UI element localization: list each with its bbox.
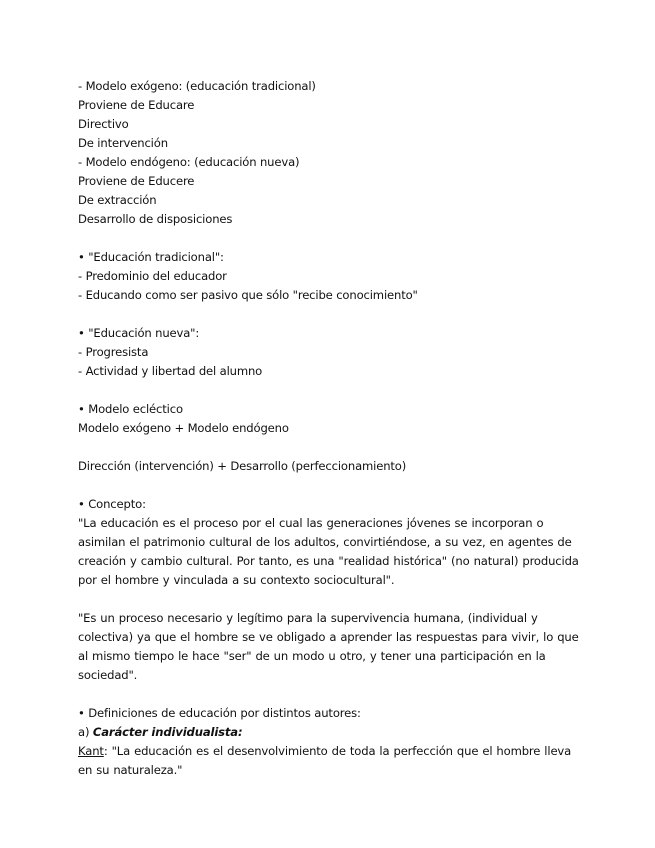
section-heading-definiciones: • Definiciones de educación por distintos autores: [78, 706, 361, 720]
list-item: - Educando como ser pasivo que sólo "recibe conocimiento" [78, 288, 418, 302]
definition-a-label: Carácter individualista: [92, 725, 243, 739]
definition-a-prefix: a) [78, 725, 90, 739]
section-heading-tradicional: • "Educación tradicional": [78, 250, 224, 264]
kant-quote-paragraph [78, 742, 588, 780]
list-item: - Predominio del educador [78, 269, 227, 283]
text-line: Desarrollo de disposiciones [78, 212, 233, 226]
concepto-paragraph-1: "La educación es el proceso por el cual las generaciones jóvenes se incorporan o asimilan el patrimonio cultural de los adultos, convirtiéndose, a su vez, en agentes de creación y cambio cultural. Por tanto, es una "realidad histórica" (no natural) producida por el hombre y vinculada a su contexto sociocultural". [78, 516, 579, 587]
direction-line: Dirección (intervención) + Desarrollo (perfeccionamiento) [78, 459, 407, 473]
document-page [78, 77, 588, 780]
list-item: - Progresista [78, 345, 149, 359]
text-line: Proviene de Educere [78, 174, 195, 188]
section-heading-eclectico: • Modelo ecléctico [78, 402, 183, 416]
text-line: Proviene de Educare [78, 98, 195, 112]
blank-line [78, 685, 588, 704]
kant-quote: : "La educación es el desenvolvimiento de toda la perfección que el hombre lleva en su naturaleza." [78, 744, 572, 777]
text-line: Directivo [78, 117, 129, 131]
text-line: - Modelo endógeno: (educación nueva) [78, 155, 300, 169]
text-line: De intervención [78, 136, 168, 150]
concepto-paragraph-2: "Es un proceso necesario y legítimo para la supervivencia humana, (individual y colectiva) ya que el hombre se ve obligado a aprender las respuestas para vivir, lo que al mismo tiempo le hace "ser" de un modo u otro, y tener una participación en la sociedad". [78, 611, 579, 682]
blank-line [78, 305, 588, 324]
blank-line [78, 590, 588, 609]
section-heading-nueva: • "Educación nueva": [78, 326, 200, 340]
blank-line [78, 476, 588, 495]
section-heading-concepto: • Concepto: [78, 497, 146, 511]
list-item: - Actividad y libertad del alumno [78, 364, 263, 378]
blank-line [78, 229, 588, 248]
author-name-kant: Kant [78, 744, 104, 758]
definition-a-line [78, 723, 588, 742]
blank-line [78, 438, 588, 457]
text-line: - Modelo exógeno: (educación tradicional) [78, 79, 316, 93]
text-line: De extracción [78, 193, 157, 207]
blank-line [78, 381, 588, 400]
formula-line: Modelo exógeno + Modelo endógeno [78, 421, 289, 435]
